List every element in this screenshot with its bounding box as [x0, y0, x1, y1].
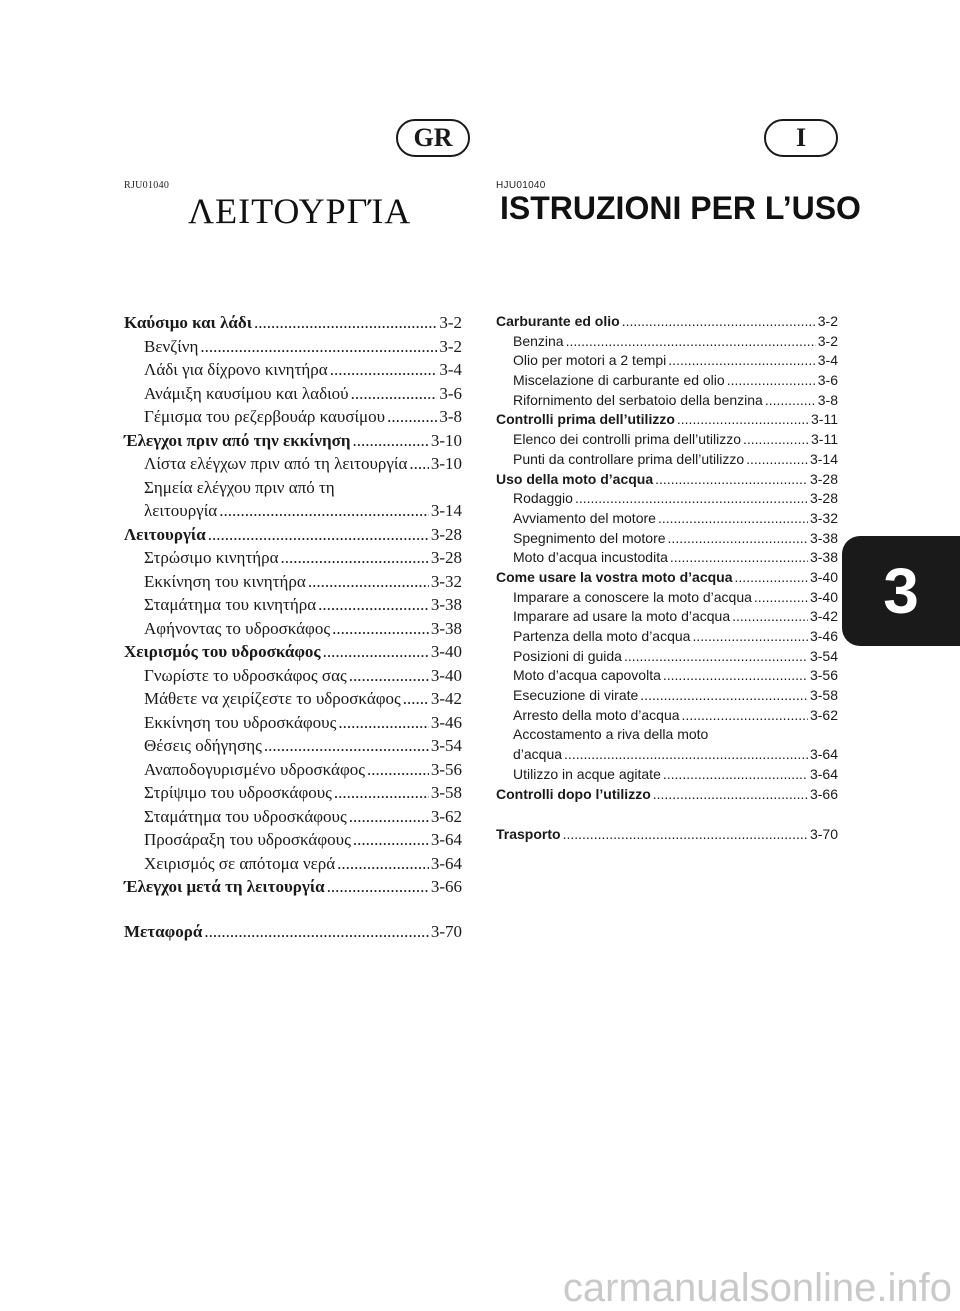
toc-dot-leader: [653, 786, 808, 802]
toc-dot-leader: [330, 360, 438, 380]
toc-entry-title: Spegnimento del motore: [513, 529, 666, 546]
toc-dot-leader: [403, 689, 429, 709]
toc-subentry[interactable]: [496, 372, 838, 392]
toc-entry-title: Uso della moto d’acqua: [496, 470, 654, 487]
toc-page-number: 3-32: [430, 571, 462, 591]
toc-dot-leader: [658, 510, 808, 526]
toc-subentry[interactable]: [496, 490, 838, 510]
toc-dot-leader: [353, 431, 429, 451]
toc-page-number: 3-42: [809, 608, 838, 625]
toc-entry-title: Αναποδογυρισμένο υδροσκάφος: [144, 759, 365, 779]
toc-page-number: 3-11: [811, 431, 838, 448]
toc-entry-title: Moto d’acqua incustodita: [513, 549, 668, 566]
toc-dot-leader: [575, 490, 808, 506]
toc-dot-leader: [640, 687, 808, 703]
toc-entry-title: Olio per motori a 2 tempi: [513, 352, 667, 369]
toc-dot-leader: [692, 628, 808, 644]
toc-page-number: 3-46: [809, 628, 838, 644]
toc-page-number: 3-38: [809, 529, 838, 546]
toc-page-number: 3-14: [430, 501, 462, 520]
toc-entry-title: Imparare ad usare la moto d’acqua: [513, 608, 731, 625]
toc-entry-title: Θέσεις οδήγησης: [144, 736, 262, 755]
toc-dot-leader: [670, 549, 808, 565]
toc-entry-title: Arresto della moto d’acqua: [513, 706, 680, 723]
toc-page-number: 3-56: [430, 759, 462, 779]
toc-entry-title: Moto d’acqua capovolta: [513, 667, 661, 684]
toc-dot-leader: [677, 411, 809, 427]
toc-subentry[interactable]: [124, 360, 462, 384]
toc-entry-title: Λειτουργία: [124, 524, 206, 544]
toc-page-number: 3-66: [430, 877, 462, 896]
toc-subentry[interactable]: [496, 352, 838, 372]
language-badge-greek: GR: [396, 119, 470, 157]
toc-subentry[interactable]: [124, 407, 462, 431]
toc-entry-title: Στρώσιμο κινητήρα: [144, 548, 279, 567]
toc-subentry[interactable]: [496, 726, 838, 746]
toc-subentry[interactable]: [124, 736, 462, 760]
toc-dot-leader: [668, 530, 808, 546]
toc-subentry[interactable]: [124, 713, 462, 737]
toc-entry-title: Imparare a conoscere la moto d’acqua: [513, 588, 752, 605]
toc-entry-title: Καύσιμο και λάδι: [124, 313, 253, 332]
toc-dot-leader: [254, 313, 437, 333]
toc-dot-leader: [219, 501, 429, 521]
toc-subentry[interactable]: [496, 687, 838, 707]
toc-page-number: 3-4: [817, 352, 838, 369]
toc-entry-title: Βενζίνη: [144, 336, 199, 356]
toc-subentry[interactable]: [496, 628, 838, 648]
toc-page-number: 3-64: [430, 830, 462, 849]
toc-section-entry[interactable]: [496, 313, 838, 333]
toc-entry-title: Σημεία ελέγχου πριν από τη: [144, 477, 335, 497]
toc-page-number: 3-62: [430, 806, 462, 826]
toc-page-number: 3-56: [809, 667, 838, 684]
toc-entry-title: Μάθετε να χειρίζεστε το υδροσκάφος: [144, 689, 401, 708]
toc-dot-leader: [743, 431, 809, 447]
toc-greek: [124, 313, 462, 945]
chapter-tab[interactable]: [842, 536, 960, 646]
toc-page-number: 3-28: [430, 524, 462, 544]
toc-dot-leader: [765, 392, 816, 408]
toc-dot-leader: [337, 854, 429, 874]
toc-dot-leader: [264, 736, 429, 756]
toc-subentry[interactable]: [496, 707, 838, 727]
section-title-italian: ISTRUZIONI PER L’USO: [500, 190, 861, 226]
toc-entry-title: Στρίψιμο του υδροσκάφους: [144, 783, 332, 802]
toc-page-number: 3-64: [430, 853, 462, 873]
toc-subentry[interactable]: [124, 337, 462, 361]
toc-page-number: 3-32: [809, 509, 838, 526]
toc-entry-title: Σταμάτημα του υδροσκάφους: [144, 806, 347, 826]
toc-section-entry[interactable]: [124, 431, 462, 455]
toc-subentry[interactable]: [496, 333, 838, 353]
toc-dot-leader: [624, 648, 808, 664]
toc-page-number: 3-40: [809, 568, 838, 585]
toc-entry-title: Elenco dei controlli prima dell’utilizzo: [513, 431, 741, 448]
toc-entry-title: Carburante ed olio: [496, 313, 620, 329]
toc-section-entry[interactable]: [496, 411, 838, 431]
toc-subentry[interactable]: [496, 431, 838, 451]
toc-page-number: 3-28: [809, 490, 838, 507]
toc-page-number: 3-66: [809, 785, 838, 802]
toc-page-number: 3-40: [430, 665, 462, 685]
toc-entry-title: Rodaggio: [513, 490, 573, 507]
toc-subentry[interactable]: [124, 619, 462, 643]
toc-dot-leader: [563, 826, 808, 842]
toc-dot-leader: [622, 313, 816, 329]
toc-dot-leader: [351, 384, 438, 404]
toc-subentry[interactable]: [496, 589, 838, 609]
toc-dot-leader: [327, 877, 429, 897]
toc-italian: [496, 313, 838, 846]
toc-subentry[interactable]: [124, 478, 462, 502]
toc-section-entry[interactable]: [124, 525, 462, 549]
toc-page-number: 3-62: [809, 706, 838, 723]
toc-dot-leader: [754, 589, 808, 605]
section-code-greek: RJU01040: [124, 180, 170, 191]
toc-subentry[interactable]: [124, 854, 462, 878]
toc-page-number: 3-70: [430, 921, 462, 941]
toc-entry-title: Benzina: [513, 332, 564, 349]
toc-entry-title: Controlli prima dell’utilizzo: [496, 411, 675, 428]
toc-entry-title: Γέμισμα του ρεζερβουάρ καυσίμου: [144, 407, 386, 426]
toc-page-number: 3-2: [439, 336, 462, 356]
toc-subentry[interactable]: [124, 783, 462, 807]
toc-page-number: 3-42: [430, 689, 462, 708]
toc-page-number: 3-4: [439, 360, 462, 379]
toc-page-number: 3-40: [430, 642, 462, 661]
toc-entry-title: Προσάραξη του υδροσκάφους: [144, 830, 351, 849]
toc-entry-title: Miscelazione di carburante ed olio: [513, 372, 725, 389]
toc-subentry[interactable]: [496, 392, 838, 412]
toc-entry-title: Γνωρίστε το υδροσκάφος σας: [144, 665, 347, 685]
toc-dot-leader: [564, 746, 808, 762]
toc-entry-title: Controlli dopo l’utilizzo: [496, 785, 651, 802]
toc-page-number: 3-6: [439, 383, 462, 403]
toc-entry-title: d’acqua: [513, 746, 563, 763]
toc-section-entry[interactable]: [496, 826, 838, 846]
toc-page-number: 3-58: [430, 783, 462, 802]
toc-section-entry[interactable]: [124, 642, 462, 666]
toc-dot-leader: [318, 595, 429, 615]
toc-dot-leader: [663, 766, 808, 782]
toc-page-number: 3-8: [439, 407, 462, 426]
section-code-italian: HJU01040: [496, 180, 546, 191]
toc-dot-leader: [349, 666, 429, 686]
toc-subentry[interactable]: [496, 549, 838, 569]
toc-subentry[interactable]: [496, 766, 838, 786]
toc-subentry[interactable]: [124, 830, 462, 854]
toc-page-number: 3-46: [430, 712, 462, 732]
toc-entry-title: Come usare la vostra moto d’acqua: [496, 568, 733, 585]
toc-page-number: 3-2: [817, 313, 838, 329]
toc-subentry[interactable]: [124, 548, 462, 572]
toc-subentry[interactable]: [124, 501, 462, 525]
toc-section-entry[interactable]: [124, 922, 462, 946]
toc-dot-leader: [208, 525, 429, 545]
toc-dot-leader: [735, 569, 808, 585]
toc-dot-leader: [334, 783, 429, 803]
toc-entry-title: Αφήνοντας το υδροσκάφος: [144, 618, 331, 638]
toc-subentry[interactable]: [124, 689, 462, 713]
toc-page-number: 3-64: [809, 746, 838, 763]
toc-subentry[interactable]: [496, 667, 838, 687]
toc-page-number: 3-54: [430, 736, 462, 755]
toc-section-entry[interactable]: [124, 313, 462, 337]
toc-dot-leader: [200, 337, 437, 357]
toc-page-number: 3-11: [811, 411, 838, 428]
toc-dot-leader: [566, 333, 816, 349]
toc-page-number: 3-54: [809, 647, 838, 664]
toc-dot-leader: [655, 471, 808, 487]
toc-section-entry[interactable]: [124, 877, 462, 901]
toc-dot-leader: [663, 667, 808, 683]
toc-dot-leader: [281, 548, 429, 568]
toc-subentry[interactable]: [124, 384, 462, 408]
toc-dot-leader: [727, 372, 816, 388]
toc-subentry[interactable]: [496, 608, 838, 628]
toc-entry-title: Σταμάτημα του κινητήρα: [144, 595, 317, 614]
section-title-greek: ΛΕΙΤΟΥΡΓΊΑ: [188, 191, 412, 231]
toc-entry-title: Χειρισμός σε απότομα νερά: [144, 853, 336, 873]
toc-page-number: 3-8: [817, 391, 838, 408]
toc-page-number: 3-10: [430, 454, 462, 473]
toc-dot-leader: [204, 922, 429, 942]
toc-dot-leader: [668, 352, 815, 368]
toc-entry-title: Avviamento del motore: [513, 509, 656, 526]
toc-subentry[interactable]: [496, 530, 838, 550]
toc-dot-leader: [308, 572, 429, 592]
toc-entry-title: Χειρισμός του υδροσκάφος: [124, 642, 321, 661]
toc-entry-title: Punti da controllare prima dell’utilizzo: [513, 450, 745, 467]
toc-page-number: 3-38: [430, 595, 462, 614]
toc-entry-title: Μεταφορά: [124, 921, 203, 941]
toc-entry-title: Posizioni di guida: [513, 647, 622, 664]
toc-dot-leader: [323, 642, 429, 662]
toc-subentry[interactable]: [496, 451, 838, 471]
toc-dot-leader: [732, 608, 808, 624]
chapter-number: 3: [883, 555, 919, 627]
toc-dot-leader: [353, 830, 429, 850]
toc-page-number: 3-28: [430, 548, 462, 567]
toc-page-number: 3-10: [430, 430, 462, 450]
toc-dot-leader: [387, 407, 437, 427]
toc-page-number: 3-38: [809, 549, 838, 566]
toc-dot-leader: [682, 707, 808, 723]
toc-dot-leader: [349, 807, 429, 827]
toc-entry-title: Λάδι για δίχρονο κινητήρα: [144, 360, 328, 379]
toc-entry-title: Έλεγχοι πριν από την εκκίνηση: [124, 430, 351, 450]
toc-entry-title: Έλεγχοι μετά τη λειτουργία: [124, 877, 325, 896]
toc-subentry[interactable]: [124, 454, 462, 478]
toc-section-entry[interactable]: [496, 471, 838, 491]
toc-entry-title: Rifornimento del serbatoio della benzina: [513, 391, 763, 408]
toc-entry-title: Accostamento a riva della moto: [513, 726, 709, 743]
toc-subentry[interactable]: [124, 760, 462, 784]
toc-dot-leader: [746, 451, 808, 467]
toc-page-number: 3-70: [809, 826, 838, 843]
toc-page-number: 3-2: [439, 313, 462, 332]
toc-entry-title: Εκκίνηση του κινητήρα: [144, 571, 306, 591]
toc-subentry[interactable]: [124, 666, 462, 690]
toc-entry-title: Utilizzo in acque agitate: [513, 765, 661, 782]
toc-entry-title: Esecuzione di virate: [513, 687, 639, 704]
toc-page-number: 3-28: [809, 470, 838, 487]
toc-entry-title: Trasporto: [496, 826, 561, 843]
toc-subentry[interactable]: [496, 510, 838, 530]
toc-page-number: 3-38: [430, 618, 462, 638]
toc-entry-title: Λίστα ελέγχων πριν από τη λειτουργία: [144, 454, 408, 473]
toc-dot-leader: [332, 619, 429, 639]
toc-entry-title: Εκκίνηση του υδροσκάφους: [144, 712, 337, 732]
toc-page-number: 3-64: [809, 765, 838, 782]
toc-entry-title: Partenza della moto d’acqua: [513, 628, 691, 644]
toc-page-number: 3-2: [817, 332, 838, 349]
toc-page-number: 3-40: [809, 588, 838, 605]
toc-subentry[interactable]: [496, 648, 838, 668]
toc-page-number: 3-14: [809, 450, 838, 467]
toc-page-number: 3-58: [809, 687, 838, 704]
toc-section-entry[interactable]: [496, 786, 838, 806]
toc-subentry[interactable]: [124, 595, 462, 619]
toc-entry-title: λειτουργία: [144, 501, 218, 520]
toc-dot-leader: [367, 760, 429, 780]
toc-subentry[interactable]: [124, 807, 462, 831]
watermark: carmanualsonline.info: [562, 1266, 952, 1310]
toc-entry-title: Ανάμιξη καυσίμου και λαδιού: [144, 383, 349, 403]
toc-subentry[interactable]: [496, 746, 838, 766]
toc-dot-leader: [409, 454, 428, 474]
toc-subentry[interactable]: [124, 572, 462, 596]
toc-section-entry[interactable]: [496, 569, 838, 589]
language-badge-italian: I: [764, 119, 838, 157]
toc-page-number: 3-6: [817, 372, 838, 389]
toc-dot-leader: [338, 713, 428, 733]
